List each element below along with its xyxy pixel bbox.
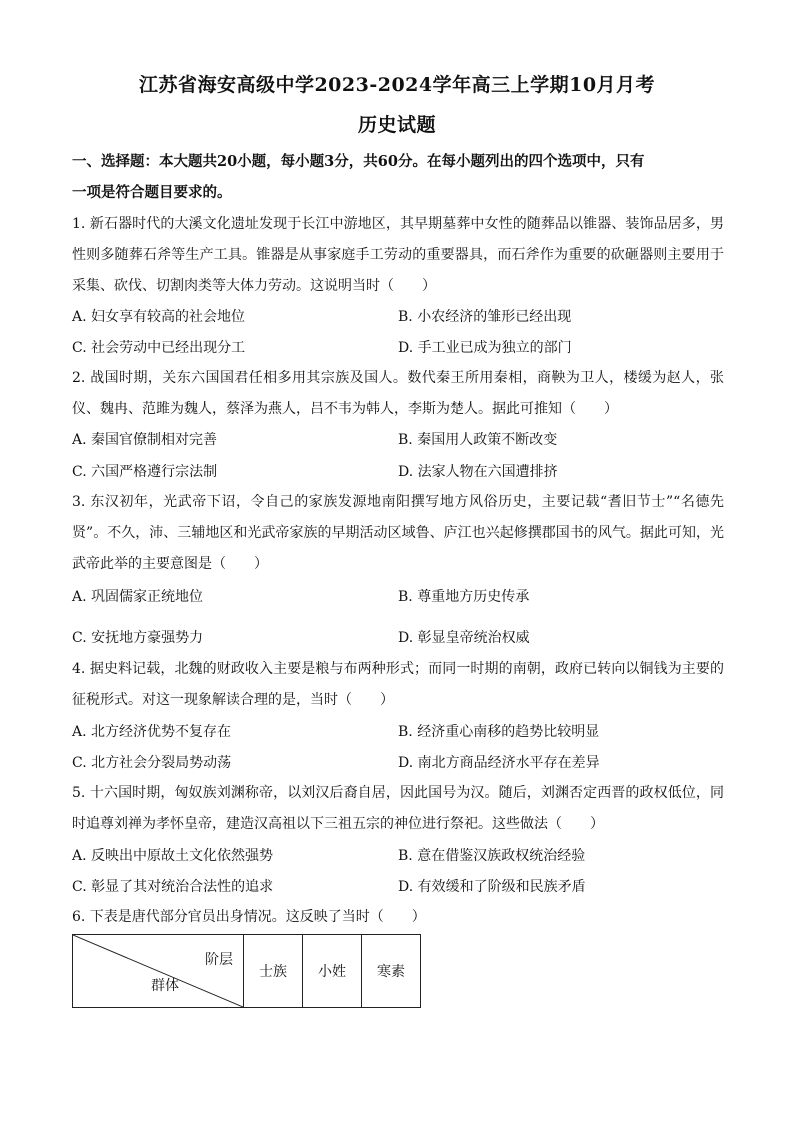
question-1-option-b[interactable]: B. 小农经济的雏形已经出现 xyxy=(398,309,572,325)
exam-title: 江苏省海安高级中学2023-2024学年高三上学期10月月考 xyxy=(138,74,656,96)
question-1-text: 1. 新石器时代的大溪文化遗址发现于长江中游地区，其早期墓葬中女性的随葬品以锥器、装饰品居多，男性则多随葬石斧等生产工具。锥器是从事家庭手工劳动的重要器具，而石斧作为重要的砍砸器则主要用于采集、砍伐、切割肉类等大体力劳动。这说明当时（ ） xyxy=(72,216,724,294)
table-header-row xyxy=(73,935,421,1008)
table-header-cell: 士族 xyxy=(244,935,303,1008)
question-1-option-c[interactable]: C. 社会劳动中已经出现分工 xyxy=(72,340,246,356)
section-heading-line1: 一、选择题：本大题共20小题，每小题3分，共60分。在每小题列出的四个选项中，只有 xyxy=(72,153,645,170)
section-heading-line2: 一项是符合题目要求的。 xyxy=(72,184,232,201)
question-3-text: 3. 东汉初年，光武帝下诏，令自己的家族发源地南阳撰写地方风俗历史，主要记载“耆旧节士”“名德先贤”。不久，沛、三辅地区和光武帝家族的早期活动区域鲁、庐江也兴起修撰郡国书的风气。据此可知，光武帝此举的主要意图是（ ） xyxy=(72,494,724,572)
question-2-option-c[interactable]: C. 六国严格遵行宗法制 xyxy=(72,464,218,480)
table-header-cell: 小姓 xyxy=(303,935,362,1008)
section-heading xyxy=(72,146,732,208)
question-2-option-b[interactable]: B. 秦国用人政策不断改变 xyxy=(398,432,558,448)
question-2-option-a[interactable]: A. 秦国官僚制相对完善 xyxy=(72,432,218,448)
corner-label-group: 群体 xyxy=(151,978,179,994)
corner-label-level: 阶层 xyxy=(205,952,233,968)
exam-subtitle: 历史试题 xyxy=(357,114,436,136)
question-2-text: 2. 战国时期，关东六国国君任相多用其宗族及国人。数代秦王所用秦相，商鞅为卫人，楼缓为赵人，张仪、魏冉、范雎为魏人，蔡泽为燕人，吕不韦为韩人，李斯为楚人。据此可推知（ ） xyxy=(72,370,724,417)
question-5-option-a[interactable]: A. 反映出中原故土文化依然强势 xyxy=(72,848,274,864)
question-1-option-d[interactable]: D. 手工业已成为独立的部门 xyxy=(398,340,572,356)
question-4-option-a[interactable]: A. 北方经济优势不复存在 xyxy=(72,724,232,740)
question-4-option-b[interactable]: B. 经济重心南移的趋势比较明显 xyxy=(398,724,600,740)
question-4-option-d[interactable]: D. 南北方商品经济水平存在差异 xyxy=(398,755,600,771)
diagonal-line xyxy=(73,935,243,1007)
question-5-option-c[interactable]: C. 彰显了其对统治合法性的追求 xyxy=(72,879,274,895)
question-3-option-c[interactable]: C. 安抚地方豪强势力 xyxy=(72,630,204,646)
table-corner-cell xyxy=(73,935,244,1008)
question-2-option-d[interactable]: D. 法家人物在六国遭排挤 xyxy=(398,464,558,480)
question-3-option-d[interactable]: D. 彰显皇帝统治权威 xyxy=(398,630,530,646)
question-3-option-a[interactable]: A. 巩固儒家正统地位 xyxy=(72,589,204,605)
question-1-option-a[interactable]: A. 妇女享有较高的社会地位 xyxy=(72,309,246,325)
question-5-option-d[interactable]: D. 有效缓和了阶级和民族矛盾 xyxy=(398,879,586,895)
official-origin-table xyxy=(72,934,421,1008)
question-3-option-b[interactable]: B. 尊重地方历史传承 xyxy=(398,589,530,605)
question-5-text: 5. 十六国时期，匈奴族刘渊称帝，以刘汉后裔自居，因此国号为汉。随后，刘渊否定西晋的政权低位，同时追尊刘禅为孝怀皇帝，建造汉高祖以下三祖五宗的神位进行祭祀。这些做法（ ） xyxy=(72,785,724,832)
question-6-text: 6. 下表是唐代部分官员出身情况。这反映了当时（ ） xyxy=(72,909,426,925)
question-4-text: 4. 据史料记载，北魏的财政收入主要是粮与布两种形式；而同一时期的南朝，政府已转向以铜钱为主要的征税形式。对这一现象解读合理的是，当时（ ） xyxy=(72,661,724,708)
question-4-option-c[interactable]: C. 北方社会分裂局势动荡 xyxy=(72,755,232,771)
table-header-cell: 寒素 xyxy=(362,935,421,1008)
question-5-option-b[interactable]: B. 意在借鉴汉族政权统治经验 xyxy=(398,848,586,864)
